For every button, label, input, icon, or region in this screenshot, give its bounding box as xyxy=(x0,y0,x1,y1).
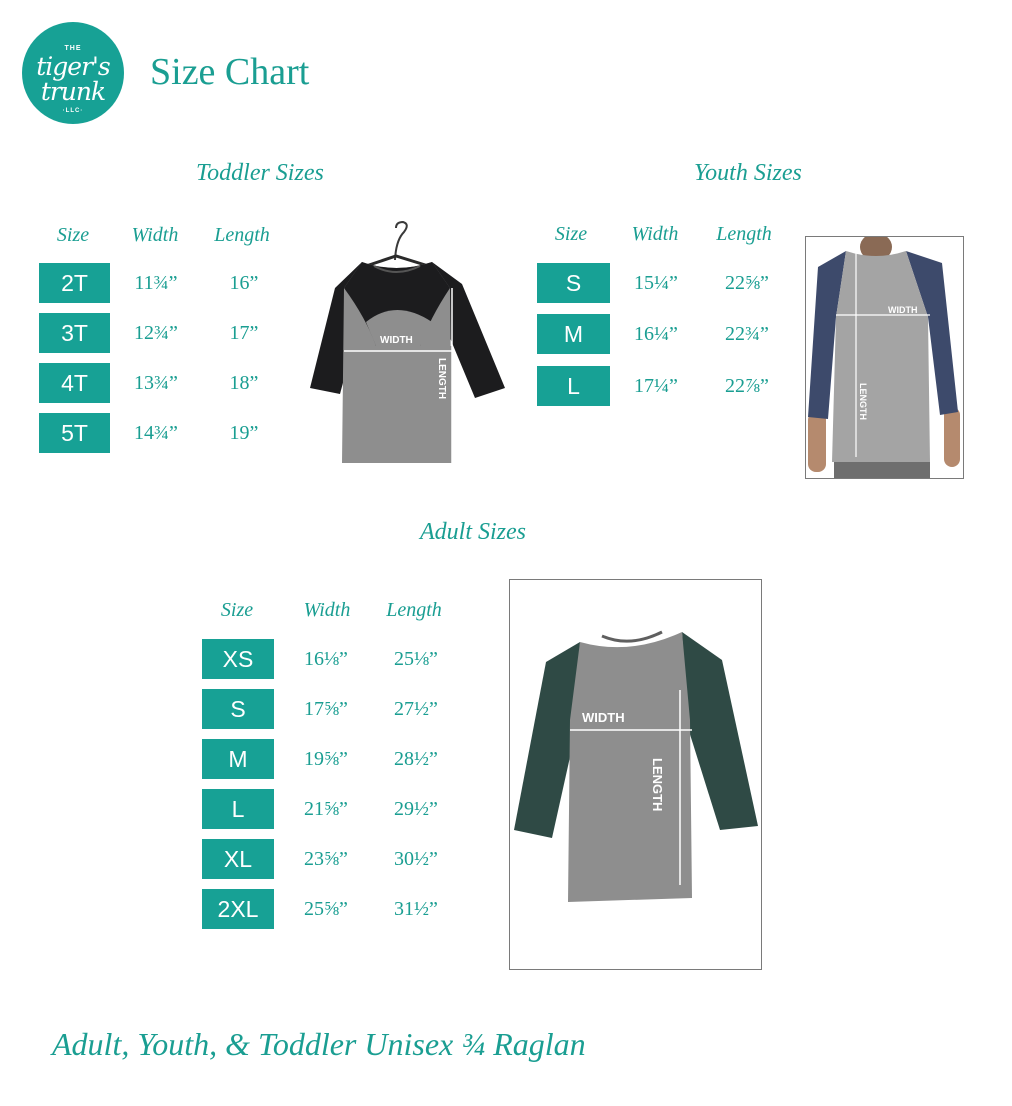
youth-length-header: Length xyxy=(716,223,772,245)
adult-width-cell: 16⅛” xyxy=(304,648,348,670)
right-sleeve xyxy=(682,632,758,830)
youth-model-photo xyxy=(805,236,964,479)
toddler-width-cell: 13¾” xyxy=(134,372,178,394)
adult-length-header: Length xyxy=(386,599,442,621)
toddler-length-cell: 17” xyxy=(229,322,259,344)
toddler-width-header: Width xyxy=(131,224,179,246)
toddler-length-cell: 18” xyxy=(229,372,259,394)
adult-size-cell: XS xyxy=(202,639,274,679)
adult-shirt-photo xyxy=(509,579,762,970)
toddler-size-cell: 3T xyxy=(39,313,110,353)
adult-length-cell: 30½” xyxy=(394,848,438,870)
hanger-hook xyxy=(395,222,407,260)
logo-bottom-text: ·LLC· xyxy=(62,108,84,114)
youth-length-cell: 22⅞” xyxy=(725,375,769,397)
logo-top-text: THE xyxy=(64,45,82,52)
adult-width-cell: 19⅝” xyxy=(304,748,348,770)
adult-width-cell: 25⅝” xyxy=(304,898,348,920)
adult-section-title: Adult Sizes xyxy=(420,519,526,545)
toddler-width-cell: 14¾” xyxy=(134,422,178,444)
toddler-length-header: Length xyxy=(214,224,270,246)
logo-line1: tiger's xyxy=(36,52,110,81)
adult-size-cell: M xyxy=(202,739,274,779)
toddler-size-cell: 4T xyxy=(39,363,110,403)
youth-size-header: Size xyxy=(554,223,588,245)
toddler-width-label: WIDTH xyxy=(380,335,413,346)
adult-width-cell: 23⅝” xyxy=(304,848,348,870)
shirt-body xyxy=(568,632,692,902)
adult-width-label: WIDTH xyxy=(582,710,625,725)
adult-width-cell: 17⅝” xyxy=(304,698,348,720)
adult-width-cell: 21⅝” xyxy=(304,798,348,820)
youth-size-cell: L xyxy=(537,366,610,406)
page-title: Size Chart xyxy=(150,51,310,93)
adult-length-cell: 29½” xyxy=(394,798,438,820)
toddler-size-cell: 2T xyxy=(39,263,110,303)
adult-length-cell: 28½” xyxy=(394,748,438,770)
adult-shirt-diagram xyxy=(510,580,761,969)
youth-shirt-diagram xyxy=(806,237,963,478)
adult-size-cell: L xyxy=(202,789,274,829)
shirt-body xyxy=(832,251,930,462)
toddler-length-cell: 16” xyxy=(229,272,259,294)
toddler-width-cell: 12¾” xyxy=(134,322,178,344)
youth-width-header: Width xyxy=(631,223,679,245)
adult-size-cell: S xyxy=(202,689,274,729)
footer-product-name: Adult, Youth, & Toddler Unisex ¾ Raglan xyxy=(52,1026,586,1062)
toddler-size-header: Size xyxy=(56,224,90,246)
adult-size-cell: 2XL xyxy=(202,889,274,929)
toddler-width-cell: 11¾” xyxy=(134,272,178,294)
logo-line2: trunk xyxy=(40,77,106,106)
youth-section-title: Youth Sizes xyxy=(694,160,802,186)
toddler-shirt-diagram xyxy=(300,218,515,468)
adult-width-header: Width xyxy=(303,599,351,621)
youth-length-cell: 22¾” xyxy=(725,323,769,345)
toddler-size-cell: 5T xyxy=(39,413,110,453)
youth-length-cell: 22⅝” xyxy=(725,272,769,294)
youth-width-cell: 16¼” xyxy=(634,323,678,345)
adult-length-cell: 25⅛” xyxy=(394,648,438,670)
youth-size-cell: S xyxy=(537,263,610,303)
youth-width-cell: 17¼” xyxy=(634,375,678,397)
adult-length-label: LENGTH xyxy=(650,758,665,812)
adult-length-cell: 31½” xyxy=(394,898,438,920)
adult-size-cell: XL xyxy=(202,839,274,879)
toddler-length-label: LENGTH xyxy=(436,358,447,400)
youth-size-cell: M xyxy=(537,314,610,354)
collar xyxy=(602,632,662,641)
adult-size-header: Size xyxy=(220,599,254,621)
brand-logo xyxy=(22,22,124,124)
adult-length-cell: 27½” xyxy=(394,698,438,720)
youth-width-label: WIDTH xyxy=(888,305,918,315)
toddler-length-cell: 19” xyxy=(229,422,259,444)
toddler-section-title: Toddler Sizes xyxy=(196,160,324,186)
youth-width-cell: 15¼” xyxy=(634,272,678,294)
youth-length-label: LENGTH xyxy=(858,383,868,420)
